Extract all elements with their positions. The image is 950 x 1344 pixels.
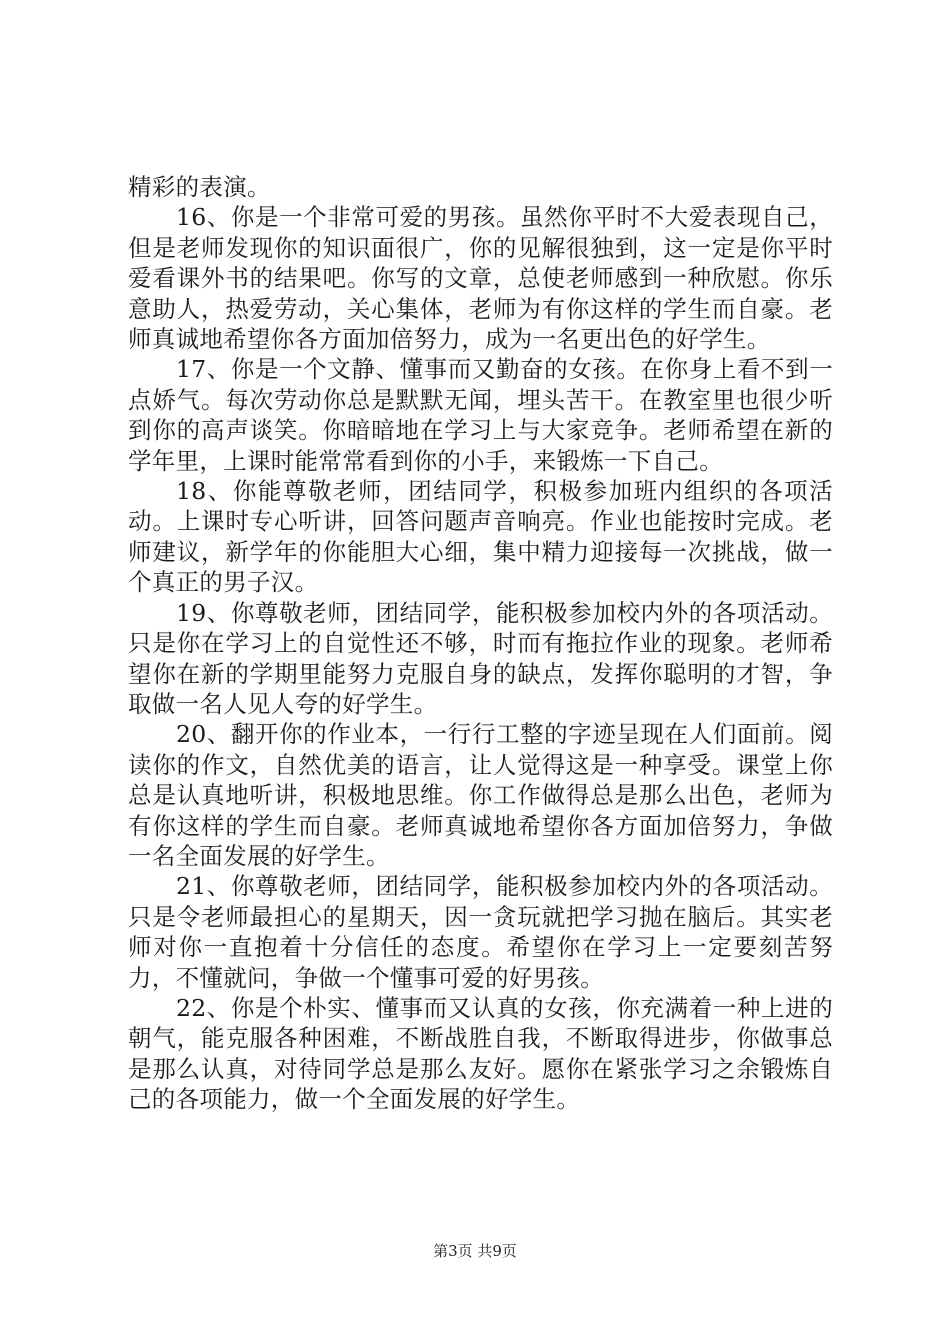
paragraph-comment-16: 16、你是一个非常可爱的男孩。虽然你平时不大爱表现自己，但是老师发现你的知识面很广，你的见解很独到，这一定是你平时爱看课外书的结果吧。你写的文章，总使老师感到一种欣慰。你乐意助人，热爱劳动，关心集体，老师为有你这样的学生而自豪。老师真诚地希望你各方面加倍努力，成为一名更出色的好学生。 [128, 203, 833, 354]
paragraph-comment-19: 19、你尊敬老师，团结同学，能积极参加校内外的各项活动。只是你在学习上的自觉性还不够，时而有拖拉作业的现象。老师希望你在新的学期里能努力克服自身的缺点，发挥你聪明的才智，争取做一名人见人夸的好学生。 [128, 598, 833, 718]
paragraph-comment-20: 20、翻开你的作业本，一行行工整的字迹呈现在人们面前。阅读你的作文，自然优美的语言，让人觉得这是一种享受。课堂上你总是认真地听讲，积极地思维。你工作做得总是那么出色，老师为有你这样的学生而自豪。老师真诚地希望你各方面加倍努力，争做一名全面发展的好学生。 [128, 720, 833, 870]
paragraph-continuation: 精彩的表演。 [128, 173, 271, 201]
document-body [128, 172, 833, 1115]
paragraph-comment-18: 18、你能尊敬老师，团结同学，积极参加班内组织的各项活动。上课时专心听讲，回答问题声音响亮。作业也能按时完成。老师建议，新学年的你能胆大心细，集中精力迎接每一次挑战，做一个真正的男子汉。 [128, 477, 833, 597]
paragraph-comment-17: 17、你是一个文静、懂事而又勤奋的女孩。在你身上看不到一点娇气。每次劳动你总是默默无闻，埋头苦干。在教室里也很少听到你的高声谈笑。你暗暗地在学习上与大家竞争。老师希望在新的学年里，上课时能常常看到你的小手，来锻炼一下自己。 [128, 355, 833, 475]
paragraph-comment-22: 22、你是个朴实、懂事而又认真的女孩，你充满着一种上进的朝气，能克服各种困难，不断战胜自我，不断取得进步，你做事总是那么认真，对待同学总是那么友好。愿你在紧张学习之余锻炼自己的各项能力，做一个全面发展的好学生。 [128, 993, 833, 1114]
paragraph-comment-21: 21、你尊敬老师，团结同学，能积极参加校内外的各项活动。只是令老师最担心的星期天，因一贪玩就把学习抛在脑后。其实老师对你一直抱着十分信任的态度。希望你在学习上一定要刻苦努力，不懂就问，争做一个懂事可爱的好男孩。 [128, 872, 833, 992]
page-number-footer: 第3页 共9页 [433, 1242, 517, 1260]
